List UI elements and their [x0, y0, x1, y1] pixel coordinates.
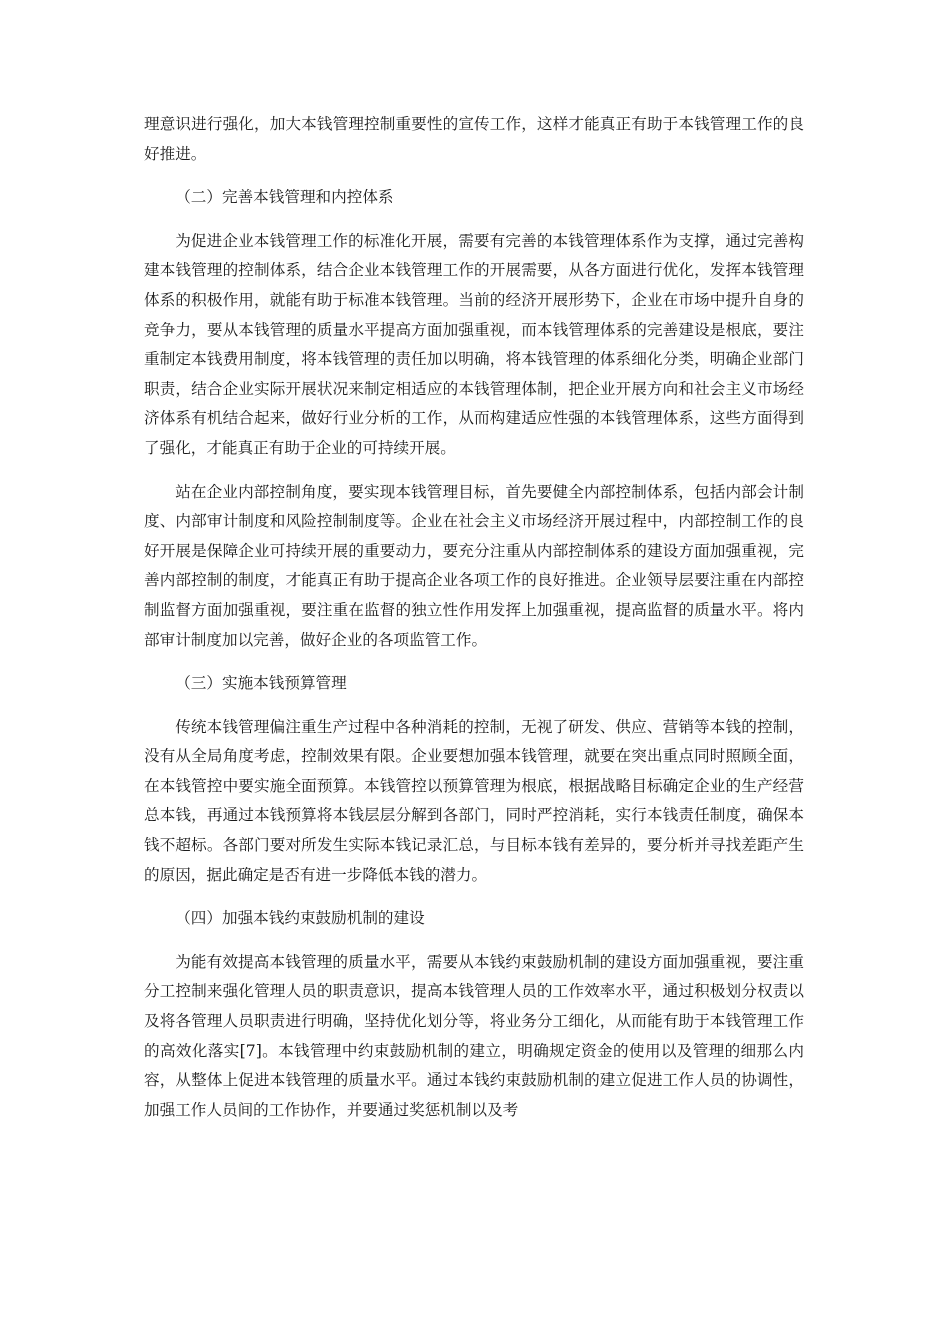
paragraph: 为能有效提高本钱管理的质量水平，需要从本钱约束鼓励机制的建设方面加强重视，要注重分工控制来强化管理人员的职责意识，提高本钱管理人员的工作效率水平，通过积极划分权责以及将各管理人员职责进行明确，坚持优化划分等，将业务分工细化，从而能有助于本钱管理工作的高效化落实[7]。本钱管理中约束鼓励机制的建立，明确规定资金的使用以及管理的细那么内容，从整体上促进本钱管理的质量水平。通过本钱约束鼓励机制的建立促进工作人员的协调性，加强工作人员间的工作协作，并要通过奖惩机制以及考: [144, 952, 804, 1119]
section-heading-3: （三）实施本钱预算管理: [175, 674, 347, 693]
paragraph-continued: 理意识进行强化，加大本钱管理控制重要性的宣传工作，这样才能真正有助于本钱管理工作的良好推进。: [144, 115, 804, 163]
section-heading-4: （四）加强本钱约束鼓励机制的建设: [175, 909, 425, 928]
paragraph: 传统本钱管理偏注重生产过程中各种消耗的控制，无视了研发、供应、营销等本钱的控制，没有从全局角度考虑，控制效果有限。企业要想加强本钱管理，就要在突出重点同时照顾全面，在本钱管控中要实施全面预算。本钱管控以预算管理为根底，根据战略目标确定企业的生产经营总本钱，再通过本钱预算将本钱层层分解到各部门，同时严控消耗，实行本钱责任制度，确保本钱不超标。各部门要对所发生实际本钱记录汇总，与目标本钱有差异的，要分析并寻找差距产生的原因，据此确定是否有进一步降低本钱的潜力。: [144, 717, 804, 884]
paragraph: 站在企业内部控制角度，要实现本钱管理目标，首先要健全内部控制体系，包括内部会计制度、内部审计制度和风险控制制度等。企业在社会主义市场经济开展过程中，内部控制工作的良好开展是保障企业可持续开展的重要动力，要充分注重从内部控制体系的建设方面加强重视，完善内部控制的制度，才能真正有助于提高企业各项工作的良好推进。企业领导层要注重在内部控制监督方面加强重视，要注重在监督的独立性作用发挥上加强重视，提高监督的质量水平。将内部审计制度加以完善，做好企业的各项监管工作。: [144, 482, 804, 649]
paragraph: 为促进企业本钱管理工作的标准化开展，需要有完善的本钱管理体系作为支撑，通过完善构建本钱管理的控制体系，结合企业本钱管理工作的开展需要，从各方面进行优化，发挥本钱管理体系的积极作用，就能有助于标准本钱管理。当前的经济开展形势下，企业在市场中提升自身的竞争力，要从本钱管理的质量水平提高方面加强重视，而本钱管理体系的完善建设是根底，要注重制定本钱费用制度，将本钱管理的责任加以明确，将本钱管理的体系细化分类，明确企业部门职责，结合企业实际开展状况来制定相适应的本钱管理体制，把企业开展方向和社会主义市场经济体系有机结合起来，做好行业分析的工作，从而构建适应性强的本钱管理体系，这些方面得到了强化，才能真正有助于企业的可持续开展。: [144, 231, 804, 457]
section-heading-2: （二）完善本钱管理和内控体系: [175, 188, 394, 207]
document-body: [144, 110, 804, 1139]
